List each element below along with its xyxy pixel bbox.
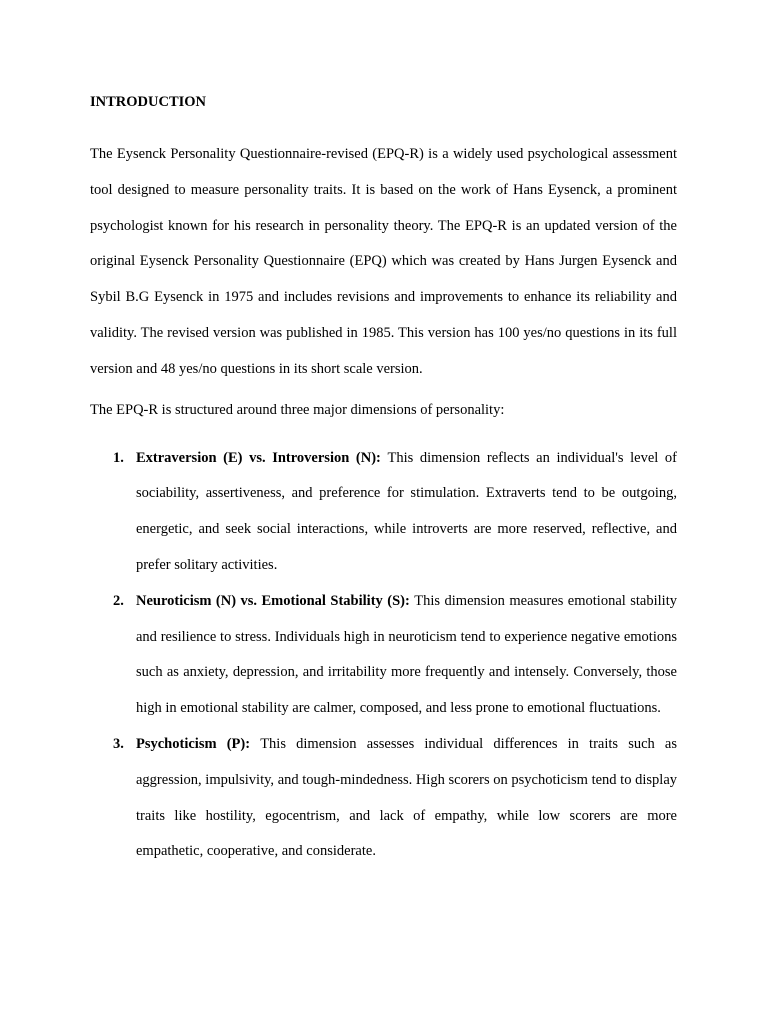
dimension-description: This dimension assesses individual differences in traits such as aggression, impulsivity, and tough-mindedness. High scorers on psychoticism tend to display traits like hostility, egocentrism, and lack of empathy, while low scorers are more empathetic, cooperative, and considerate. xyxy=(136,735,677,860)
dimensions-list xyxy=(90,441,677,871)
dimension-term: Neuroticism (N) vs. Emotional Stability (S): xyxy=(136,592,415,609)
dimension-description: This dimension measures emotional stability and resilience to stress. Individuals high in neuroticism tend to experience negative emotions such as anxiety, depression, and irritability more frequently and intensely. Conversely, those high in emotional stability are calmer, composed, and less prone to emotional fluctuations. xyxy=(136,592,677,717)
dimension-term: Psychoticism (P): xyxy=(136,735,261,752)
list-item-neuroticism xyxy=(90,584,677,727)
list-item-psychoticism xyxy=(90,727,677,870)
intro-paragraph: The Eysenck Personality Questionnaire-revised (EPQ-R) is a widely used psychological assessment tool designed to measure personality traits. It is based on the work of Hans Eysenck, a prominent psychologist known for his research in personality theory. The EPQ-R is an updated version of the original Eysenck Personality Questionnaire (EPQ) which was created by Hans Jurgen Eysenck and Sybil B.G Eysenck in 1975 and includes revisions and improvements to enhance its reliability and validity. The revised version was published in 1985. This version has 100 yes/no questions in its full version and 48 yes/no questions in its short scale version. xyxy=(90,146,677,377)
document-page xyxy=(90,91,677,870)
dimensions-lead-in: The EPQ-R is structured around three major dimensions of personality: xyxy=(90,401,505,418)
dimension-description: This dimension reflects an individual's level of sociability, assertiveness, and preference for stimulation. Extraverts tend to be outgoing, energetic, and seek social interactions, while introverts are more reserved, reflective, and prefer solitary activities. xyxy=(136,449,677,573)
dimension-term: Extraversion (E) vs. Introversion (N): xyxy=(136,449,388,466)
list-item-extraversion xyxy=(90,441,677,584)
list-item-number: 2. xyxy=(113,592,124,609)
section-heading: INTRODUCTION xyxy=(90,94,207,110)
list-item-number: 1. xyxy=(113,449,124,466)
list-item-number: 3. xyxy=(113,735,124,752)
